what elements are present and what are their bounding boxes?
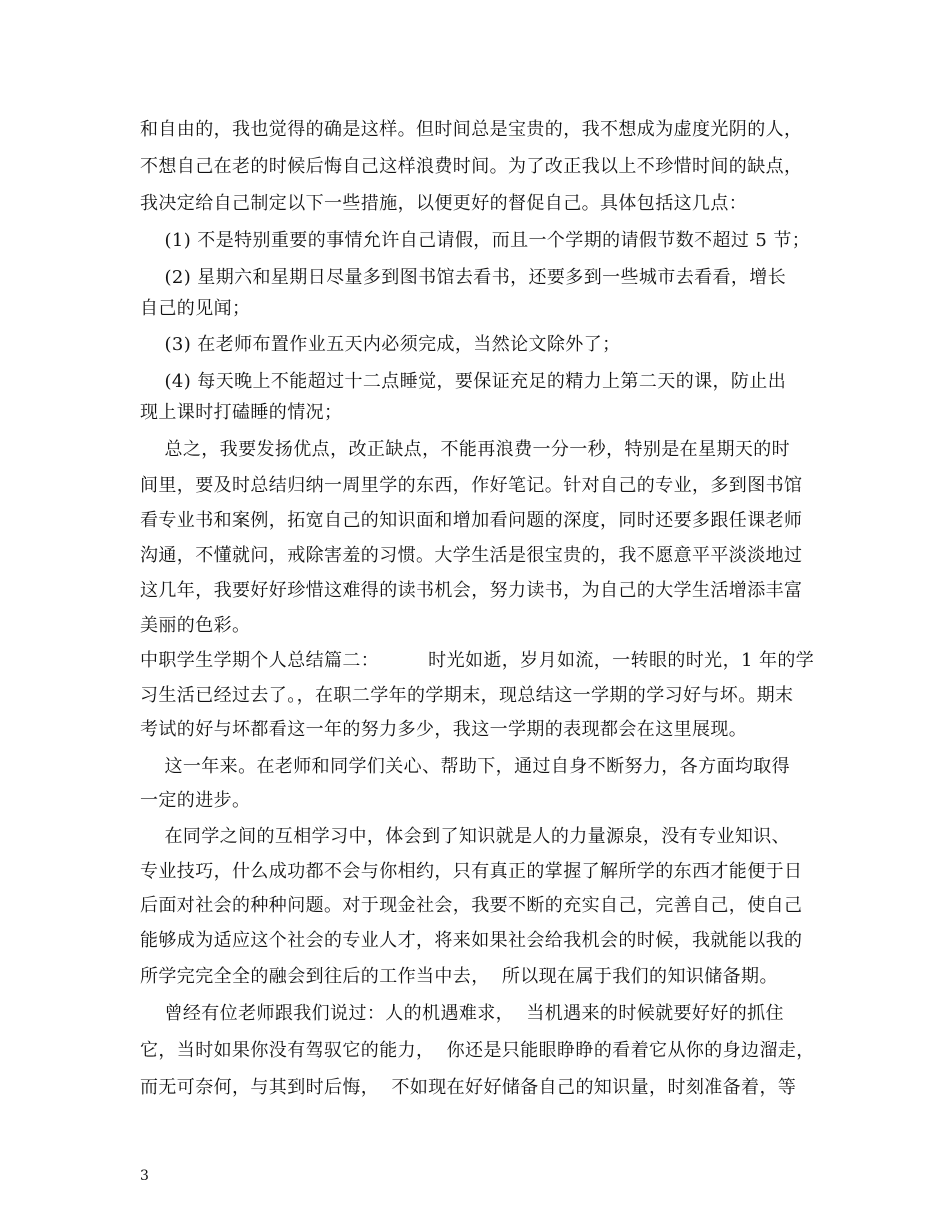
text-line: 我决定给自己制定以下一些措施，以便更好的督促自己。具体包括这几点： (140, 193, 748, 214)
text-line: (1) 不是特别重要的事情允许自己请假，而且一个学期的请假节数不超过 5 节； (140, 230, 811, 251)
text-line: 看专业书和案例，拓宽自己的知识面和增加看问题的深度，同时还要多跟任课老师 (140, 510, 803, 531)
text-line: 和自由的，我也觉得的确是这样。但时间总是宝贵的，我不想成为虚度光阴的人， (140, 119, 803, 140)
text-line: 习生活已经过去了。，在职二学年的学期末，现总结这一学期的学习好与坏。期末 (140, 685, 794, 706)
text-line: 而无可奈何，与其到时后悔， 不如现在好好储备自己的知识量，时刻准备着，等 (140, 1077, 797, 1098)
text-line: 考试的好与坏都看这一年的努力多少，我这一学期的表现都会在这里展现。 (140, 719, 748, 740)
text-line: 总之，我要发扬优点，改正缺点，不能再浪费一分一秒，特别是在星期天的时 (140, 439, 791, 460)
text-line: 自己的见闻； (140, 298, 251, 319)
text-line: (2) 星期六和星期日尽量多到图书馆去看书，还要多到一些城市去看看，增长 (140, 267, 787, 288)
text-line: 专业技巧，什么成功都不会与你相约，只有真正的掌握了解所学的东西才能便于日 (140, 861, 803, 882)
text-line: 所学完完全全的融会到往后的工作当中去， 所以现在属于我们的知识储备期。 (140, 966, 778, 987)
text-line: 这几年，我要好好珍惜这难得的读书机会，努力读书，为自己的大学生活增添丰富 (140, 580, 803, 601)
text-line: (3) 在老师布置作业五天内必须完成，当然论文除外了； (140, 334, 621, 355)
text-line: (4) 每天晚上不能超过十二点睡觉，要保证充足的精力上第二天的课，防止出 (140, 371, 787, 392)
text-line: 后面对社会的种种问题。对于现金社会，我要不断的充实自己，完善自己，使自己 (140, 895, 803, 916)
text-line: 不想自己在老的时候后悔自己这样浪费时间。为了改正我以上不珍惜时间的缺点， (140, 156, 803, 177)
text-line: 曾经有位老师跟我们说过：人的机遇难求， 当机遇来的时候就要好好的抓住 (140, 1003, 784, 1024)
text-line: 一定的进步。 (140, 790, 251, 811)
text-line: 在同学之间的互相学习中，体会到了知识就是人的力量源泉，没有专业知识、 (140, 826, 791, 847)
text-line: 它，当时如果你没有驾驭它的能力， 你还是只能眼睁睁的看着它从你的身边溜走， (140, 1040, 815, 1061)
text-line: 间里，要及时总结归纳一周里学的东西，作好笔记。针对自己的专业，多到图书馆 (140, 475, 803, 496)
page-number: 3 (140, 1168, 149, 1184)
text-line: 这一年来。在老师和同学们关心、帮助下，通过自身不断努力，各方面均取得 (140, 756, 791, 777)
text-line: 沟通，不懂就问，戒除害羞的习惯。大学生活是很宝贵的，我不愿意平平淡淡地过 (140, 545, 803, 566)
section-heading-line: 中职学生学期个人总结篇二： 时光如逝，岁月如流，一转眼的时光，1 年的学 (140, 650, 815, 671)
text-line: 美丽的色彩。 (140, 615, 251, 636)
text-line: 能够成为适应这个社会的专业人才，将来如果社会给我机会的时候，我就能以我的 (140, 930, 803, 951)
text-line: 现上课时打磕睡的情况； (140, 402, 343, 423)
